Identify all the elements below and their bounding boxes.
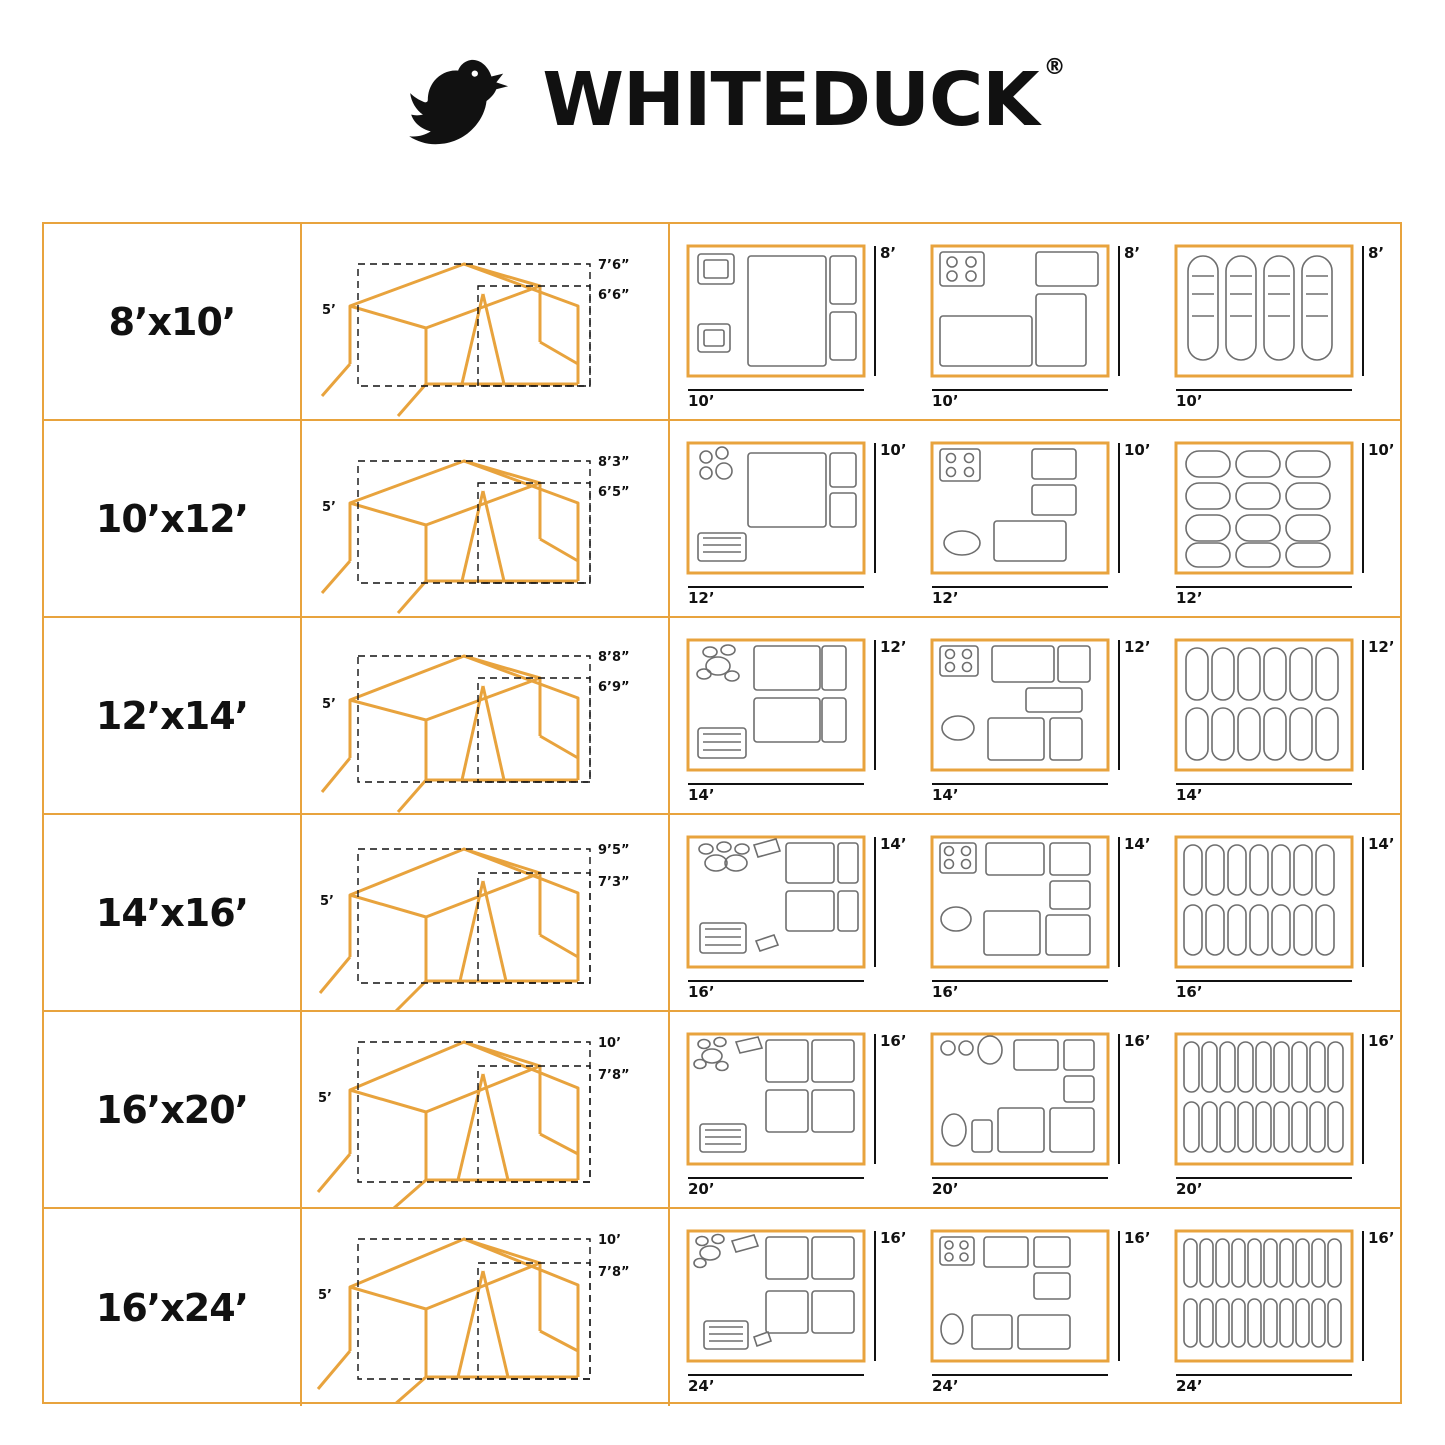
- floorplan-sleeping: [1158, 224, 1402, 419]
- tent-elevation-cell: [302, 224, 670, 419]
- plan-width-label: 20’: [932, 1180, 959, 1198]
- tent-size-label: 10’x12’: [95, 496, 249, 541]
- table-row: [44, 1012, 1400, 1209]
- floorplan-cell: [670, 421, 1402, 616]
- floorplan-cell: [670, 1209, 1402, 1406]
- plan-width-label: 16’: [1176, 983, 1203, 1001]
- wall-height-label: 5’: [318, 1091, 332, 1106]
- table-row: [44, 421, 1400, 618]
- tent-elevation-cell: [302, 618, 670, 813]
- floorplan-living: [670, 1012, 914, 1207]
- floorplan-sleeping: [1158, 815, 1402, 1010]
- plan-width-label: 16’: [932, 983, 959, 1001]
- plan-depth-label: 16’: [1124, 1032, 1151, 1050]
- floorplan-cell: [670, 1012, 1402, 1207]
- tent-elevation-diagram: [302, 224, 670, 419]
- door-height-label: 7’8”: [598, 1265, 630, 1280]
- plan-width-label: 14’: [1176, 786, 1203, 804]
- size-cell: [44, 1209, 302, 1406]
- wall-height-label: 5’: [318, 1288, 332, 1303]
- tent-elevation-diagram: [302, 421, 670, 616]
- peak-height-label: 9’5”: [598, 843, 630, 858]
- floorplan-kitchen: [914, 224, 1158, 419]
- door-height-label: 7’8”: [598, 1068, 630, 1083]
- table-row: [44, 618, 1400, 815]
- duck-icon: [406, 54, 524, 146]
- floorplan-living: [670, 618, 914, 813]
- plan-width-label: 12’: [1176, 589, 1203, 607]
- floorplan-sleeping: [1158, 618, 1402, 813]
- tent-elevation-cell: [302, 421, 670, 616]
- plan-depth-label: 12’: [1368, 638, 1395, 656]
- size-cell: [44, 815, 302, 1010]
- table-row: [44, 815, 1400, 1012]
- plan-depth-label: 10’: [880, 441, 907, 459]
- floorplan-kitchen: [914, 421, 1158, 616]
- floorplan-sleeping: [1158, 1209, 1402, 1406]
- plan-depth-label: 10’: [1124, 441, 1151, 459]
- plan-width-label: 14’: [688, 786, 715, 804]
- door-height-label: 6’5”: [598, 485, 630, 500]
- tent-elevation-diagram: [302, 618, 670, 813]
- plan-depth-label: 16’: [880, 1229, 907, 1247]
- plan-depth-label: 8’: [1368, 244, 1385, 262]
- wall-height-label: 5’: [322, 303, 336, 318]
- plan-depth-label: 14’: [1124, 835, 1151, 853]
- tent-size-label: 12’x14’: [95, 693, 249, 738]
- plan-depth-label: 12’: [880, 638, 907, 656]
- floorplan-living: [670, 815, 914, 1010]
- plan-width-label: 24’: [688, 1377, 715, 1395]
- size-cell: [44, 421, 302, 616]
- plan-depth-label: 8’: [1124, 244, 1141, 262]
- floorplan-sleeping: [1158, 1012, 1402, 1207]
- size-cell: [44, 1012, 302, 1207]
- size-cell: [44, 618, 302, 813]
- wall-height-label: 5’: [322, 697, 336, 712]
- floorplan-sleeping: [1158, 421, 1402, 616]
- plan-depth-label: 14’: [1368, 835, 1395, 853]
- trademark-symbol: ®: [1043, 55, 1065, 80]
- tent-size-label: 8’x10’: [108, 299, 236, 344]
- plan-width-label: 10’: [1176, 392, 1203, 410]
- table-row: [44, 224, 1400, 421]
- plan-depth-label: 16’: [1368, 1229, 1395, 1247]
- door-height-label: 6’9”: [598, 680, 630, 695]
- tent-size-label: 16’x20’: [95, 1087, 249, 1132]
- tent-elevation-cell: [302, 1209, 670, 1406]
- plan-width-label: 12’: [688, 589, 715, 607]
- plan-depth-label: 8’: [880, 244, 897, 262]
- plan-depth-label: 16’: [1124, 1229, 1151, 1247]
- tent-size-label: 16’x24’: [95, 1285, 249, 1330]
- floorplan-cell: [670, 618, 1402, 813]
- peak-height-label: 7’6”: [598, 258, 630, 273]
- plan-depth-label: 12’: [1124, 638, 1151, 656]
- plan-width-label: 14’: [932, 786, 959, 804]
- peak-height-label: 8’8”: [598, 650, 630, 665]
- plan-width-label: 24’: [932, 1377, 959, 1395]
- peak-height-label: 8’3”: [598, 455, 630, 470]
- tent-elevation-diagram: [302, 815, 670, 1010]
- plan-width-label: 12’: [932, 589, 959, 607]
- tent-elevation-cell: [302, 1012, 670, 1207]
- plan-width-label: 10’: [688, 392, 715, 410]
- floorplan-cell: [670, 815, 1402, 1010]
- size-cell: [44, 224, 302, 419]
- floorplan-living: [670, 1209, 914, 1406]
- door-height-label: 6’6”: [598, 288, 630, 303]
- tent-elevation-diagram: [302, 1209, 670, 1404]
- plan-depth-label: 10’: [1368, 441, 1395, 459]
- brand-logo: [0, 45, 1445, 155]
- floorplan-kitchen: [914, 1209, 1158, 1406]
- plan-width-label: 20’: [688, 1180, 715, 1198]
- plan-depth-label: 16’: [880, 1032, 907, 1050]
- tent-elevation-diagram: [302, 1012, 670, 1207]
- plan-width-label: 16’: [688, 983, 715, 1001]
- door-height-label: 7’3”: [598, 875, 630, 890]
- size-comparison-table: [42, 222, 1402, 1404]
- peak-height-label: 10’: [598, 1036, 622, 1051]
- plan-depth-label: 14’: [880, 835, 907, 853]
- floorplan-kitchen: [914, 1012, 1158, 1207]
- brand-name: WHITEDUCK: [542, 57, 1039, 143]
- wall-height-label: 5’: [320, 894, 334, 909]
- plan-width-label: 10’: [932, 392, 959, 410]
- floorplan-cell: [670, 224, 1402, 419]
- tent-elevation-cell: [302, 815, 670, 1010]
- plan-width-label: 24’: [1176, 1377, 1203, 1395]
- floorplan-living: [670, 421, 914, 616]
- floorplan-kitchen: [914, 618, 1158, 813]
- peak-height-label: 10’: [598, 1233, 622, 1248]
- table-row: [44, 1209, 1400, 1406]
- wall-height-label: 5’: [322, 500, 336, 515]
- tent-size-label: 14’x16’: [95, 890, 249, 935]
- brand-wordmark: [542, 55, 1065, 143]
- floorplan-living: [670, 224, 914, 419]
- plan-depth-label: 16’: [1368, 1032, 1395, 1050]
- plan-width-label: 20’: [1176, 1180, 1203, 1198]
- floorplan-kitchen: [914, 815, 1158, 1010]
